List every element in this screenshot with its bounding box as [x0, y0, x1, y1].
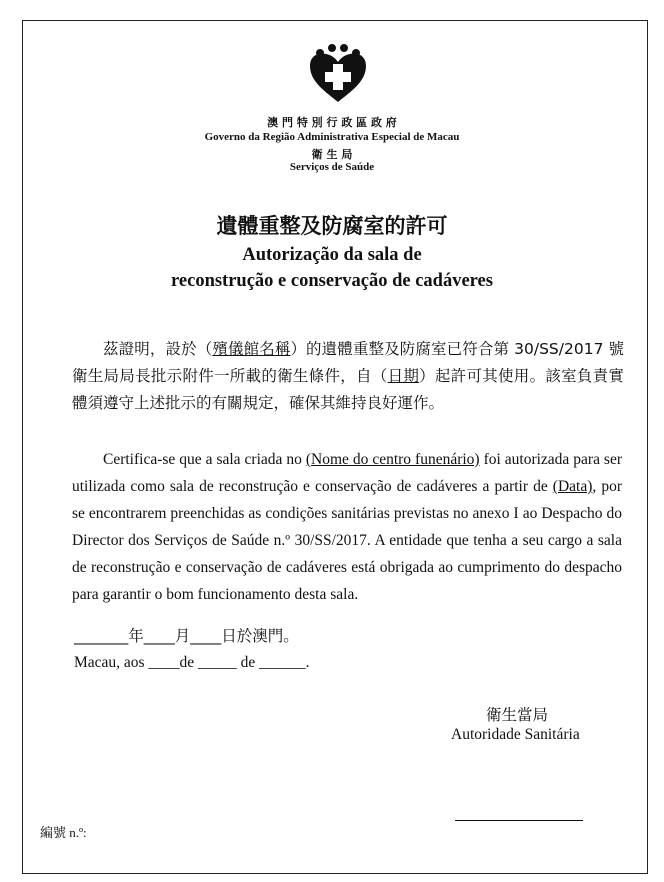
text: , por se encontrarem preenchidas as condições sanitárias previstas no anexo I ao Despacho do Director dos Serviços de Saúde n.º 30/SS/2017. A entidade que tenha a seu cargo a sala de reconstrução e conservação de cadáveres está obrigada ao cumprimento do despacho para garantir o bom funcionamento desta sala. [72, 478, 622, 603]
text: foi autorizada para ser utilizada como sala de reconstrução e conservação de cadáveres a partir de [72, 451, 622, 495]
text: ）的遺體重整及防腐室已符合第 30/SS/2017 號衛生局局長批示附件一所載的衛生條件，自（ [72, 340, 624, 385]
certification-text-pt [72, 446, 622, 608]
certification-text-zh [72, 336, 624, 417]
text: 茲證明，設於（ [103, 340, 213, 358]
document-title-pt-line1: Autorização da sala de [242, 245, 422, 265]
date-place-pt: Macau, aos ____de _____ de ______. [74, 654, 310, 671]
text: Certifica-se que a sala criada no [103, 451, 306, 468]
signature-line [455, 820, 583, 821]
funeral-home-name-field: 殯儀館名稱 [212, 340, 291, 358]
text: ）起許可其使用。該室負責實體須遵守上述批示的有關規定，確保其維持良好運作。 [72, 367, 624, 412]
department-name-zh: 衛 生 局 [311, 148, 353, 161]
document-title-pt-line2: reconstrução e conservação de cadáveres [171, 271, 493, 291]
signature-authority-zh: 衛生當局 [486, 706, 549, 724]
document-title-zh: 遺體重整及防腐室的許可 [216, 214, 448, 238]
date-field: (Data) [552, 478, 593, 495]
government-name-zh: 澳 門 特 別 行 政 區 政 府 [267, 116, 397, 129]
date-field: 日期 [387, 367, 420, 385]
date-place-zh: _______年____月____日於澳門。 [74, 627, 299, 645]
funeral-home-name-field: (Nome do centro funenário) [305, 451, 480, 468]
health-services-logo-icon [308, 44, 368, 104]
signature-authority-pt: Autoridade Sanitária [451, 726, 580, 743]
department-name-pt: Serviços de Saúde [289, 161, 375, 173]
government-name-pt: Governo da Região Administrativa Especial de Macau [204, 131, 460, 143]
document-number-label: 編號 n.º: [40, 825, 87, 840]
